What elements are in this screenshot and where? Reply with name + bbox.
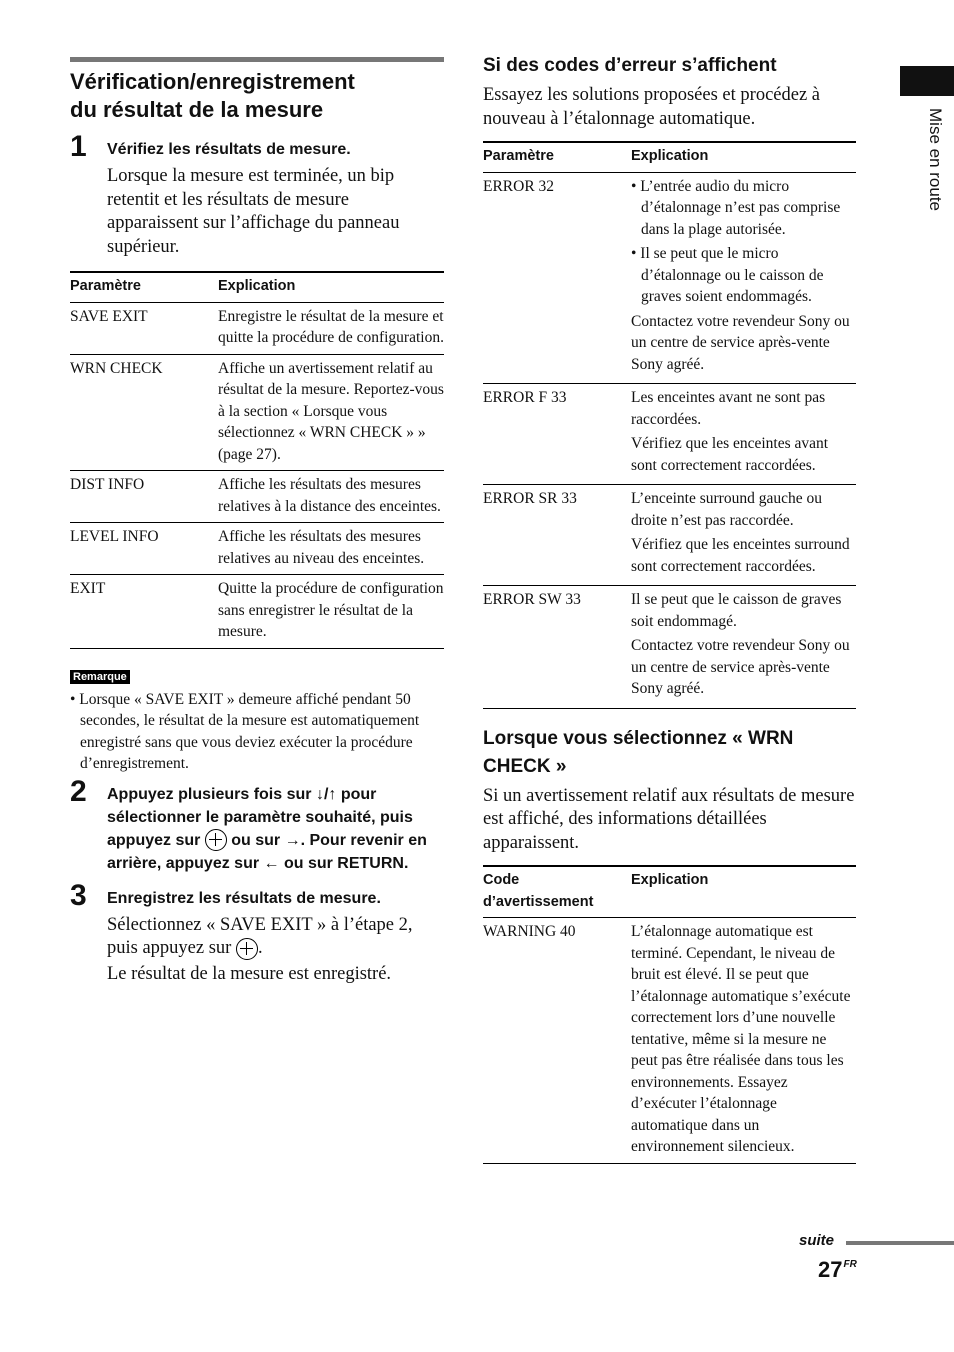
table-row (70, 575, 444, 649)
page-language-code: FR (843, 1259, 857, 1270)
table-row (483, 918, 856, 1164)
param-cell: ERROR 32 (483, 177, 555, 195)
param-cell: ERROR SW 33 (483, 591, 581, 608)
param-cell: EXIT (70, 580, 106, 597)
explanation-cell: Affiche les résultats des mesures relatives à la distance des enceintes. (218, 476, 441, 515)
wrn-title: Lorsque vous sélectionnez « WRN CHECK » (483, 727, 794, 777)
remark-text: • Lorsque « SAVE EXIT » demeure affiché pendant 50 secondes, le résultat de la mesure est automatiquement enregistré sans que vous deviez exécuter la procédure d’enregistrement. (70, 690, 420, 772)
errors-intro: Essayez les solutions proposées et procédez à nouveau à l’étalonnage automatique. (483, 85, 821, 129)
explanation-cell: Quitte la procédure de configuration sans enregistrer le résultat de la mesure. (218, 580, 444, 640)
step-body: Lorsque la mesure est terminée, un bip retentit et les résultats de mesure apparaissent sur l’affichage du panneau supérieur. (107, 166, 400, 257)
enter-button-icon (236, 938, 258, 960)
table-header-row (70, 272, 444, 302)
enter-button-icon (205, 829, 227, 851)
step-body: Sélectionnez « SAVE EXIT » à l’étape 2, puis appuyez sur . (107, 914, 413, 958)
param-cell: WARNING 40 (483, 923, 576, 940)
explanation-cell: Il se peut que le caisson de graves soit endommagé. Contactez votre revendeur Sony ou un centre de service après-vente Sony agréé. (631, 591, 850, 697)
error-table (483, 141, 856, 709)
right-column (483, 52, 856, 1164)
table-header-row (483, 866, 856, 918)
step-number: 1 (70, 130, 87, 163)
column-header: Paramètre (483, 148, 554, 164)
param-cell: ERROR SR 33 (483, 490, 577, 507)
step-3 (70, 878, 444, 987)
column-header: Explication (631, 872, 709, 888)
section-title-line1: Vérification/enregistrement (70, 69, 355, 94)
chapter-label: Mise en route (926, 108, 945, 211)
step-2 (70, 774, 444, 875)
param-cell: ERROR F 33 (483, 389, 567, 406)
explanation-cell: Enregistre le résultat de la mesure et quitte la procédure de configuration. (218, 307, 444, 346)
section-title (70, 68, 444, 124)
table-row (483, 586, 856, 709)
column-header: Code d’avertissement (483, 872, 594, 910)
left-column (70, 57, 444, 986)
table-header-row (483, 142, 856, 172)
explanation-cell: • L’entrée audio du micro d’étalonnage n’est pas comprise dans la plage autorisée. • Il se peut que le micro d’étalonnage ou le caisson de graves soient endommagés. Contactez votre revendeur Sony ou un centre de service après-vente Sony agréé. (631, 177, 850, 373)
section-title-line2: du résultat de la mesure (70, 97, 324, 122)
wrn-intro: Si un avertissement relatif aux résultats de mesure est affiché, des informations détaillées apparaissent. (483, 785, 855, 853)
table-row (70, 471, 444, 523)
parameter-table (70, 271, 444, 649)
remark-block (70, 667, 444, 775)
left-arrow-icon: ← (263, 854, 280, 872)
warning-table (483, 865, 856, 1164)
remark-label: Remarque (70, 670, 130, 684)
step-result: Le résultat de la mesure est enregistré. (107, 963, 392, 984)
up-down-arrow-icon: ↓/↑ (315, 785, 337, 803)
page-number: $27^{FR}$ (818, 1257, 857, 1282)
chapter-tab (900, 66, 954, 96)
continued-label: suite (799, 1232, 835, 1249)
table-row (70, 523, 444, 575)
explanation-cell: Les enceintes avant ne sont pas raccordées. Vérifiez que les enceintes avant sont correctement raccordées. (631, 389, 829, 474)
param-cell: SAVE EXIT (70, 307, 148, 325)
column-header: Explication (218, 278, 296, 294)
step-number: 3 (70, 878, 87, 912)
explanation-cell: Affiche un avertissement relatif au résultat de la mesure. Reportez-vous à la section « Lorsque vous sélectionnez « WRN CHECK » » (page 27). (218, 359, 444, 463)
step-1 (70, 130, 444, 259)
step-heading: Appuyez plusieurs fois sur ↓/↑ pour sélectionner le paramètre souhaité, puis appuyez sur ou sur →. Pour revenir en arrière, appuyez sur ← ou sur RETURN. (107, 785, 427, 872)
step-number: 2 (70, 774, 87, 808)
column-header: Explication (631, 148, 709, 164)
table-row (70, 354, 444, 471)
section-rule (70, 57, 444, 62)
explanation-cell: L’étalonnage automatique est terminé. Cependant, le niveau de bruit est élevé. Il se peut que l’étalonnage automatique s’exécute correctement lors d’une nouvelle tentative, même si la mesure ne peut pas être réalisée dans tous les environnements. Essayez d’exécuter l’étalonnage automatique dans un environnement silencieux. (631, 923, 851, 1155)
explanation-cell: L’enceinte surround gauche ou droite n’est pas raccordée. Vérifiez que les enceintes surround sont correctement raccordées. (631, 490, 850, 575)
table-row (483, 172, 856, 384)
right-arrow-icon: → (284, 831, 301, 849)
step-heading: Vérifiez les résultats de mesure. (107, 141, 351, 158)
table-row (70, 302, 444, 354)
param-cell: WRN CHECK (70, 359, 163, 377)
table-row (483, 485, 856, 586)
errors-title: Si des codes d’erreur s’affichent (483, 55, 777, 76)
explanation-cell: Affiche les résultats des mesures relatives au niveau des enceintes. (218, 528, 425, 567)
continued-rule (846, 1241, 954, 1245)
column-header: Paramètre (70, 278, 141, 294)
param-cell: DIST INFO (70, 476, 145, 493)
step-heading: Enregistrez les résultats de mesure. (107, 889, 381, 907)
table-row (483, 384, 856, 485)
param-cell: LEVEL INFO (70, 528, 159, 545)
